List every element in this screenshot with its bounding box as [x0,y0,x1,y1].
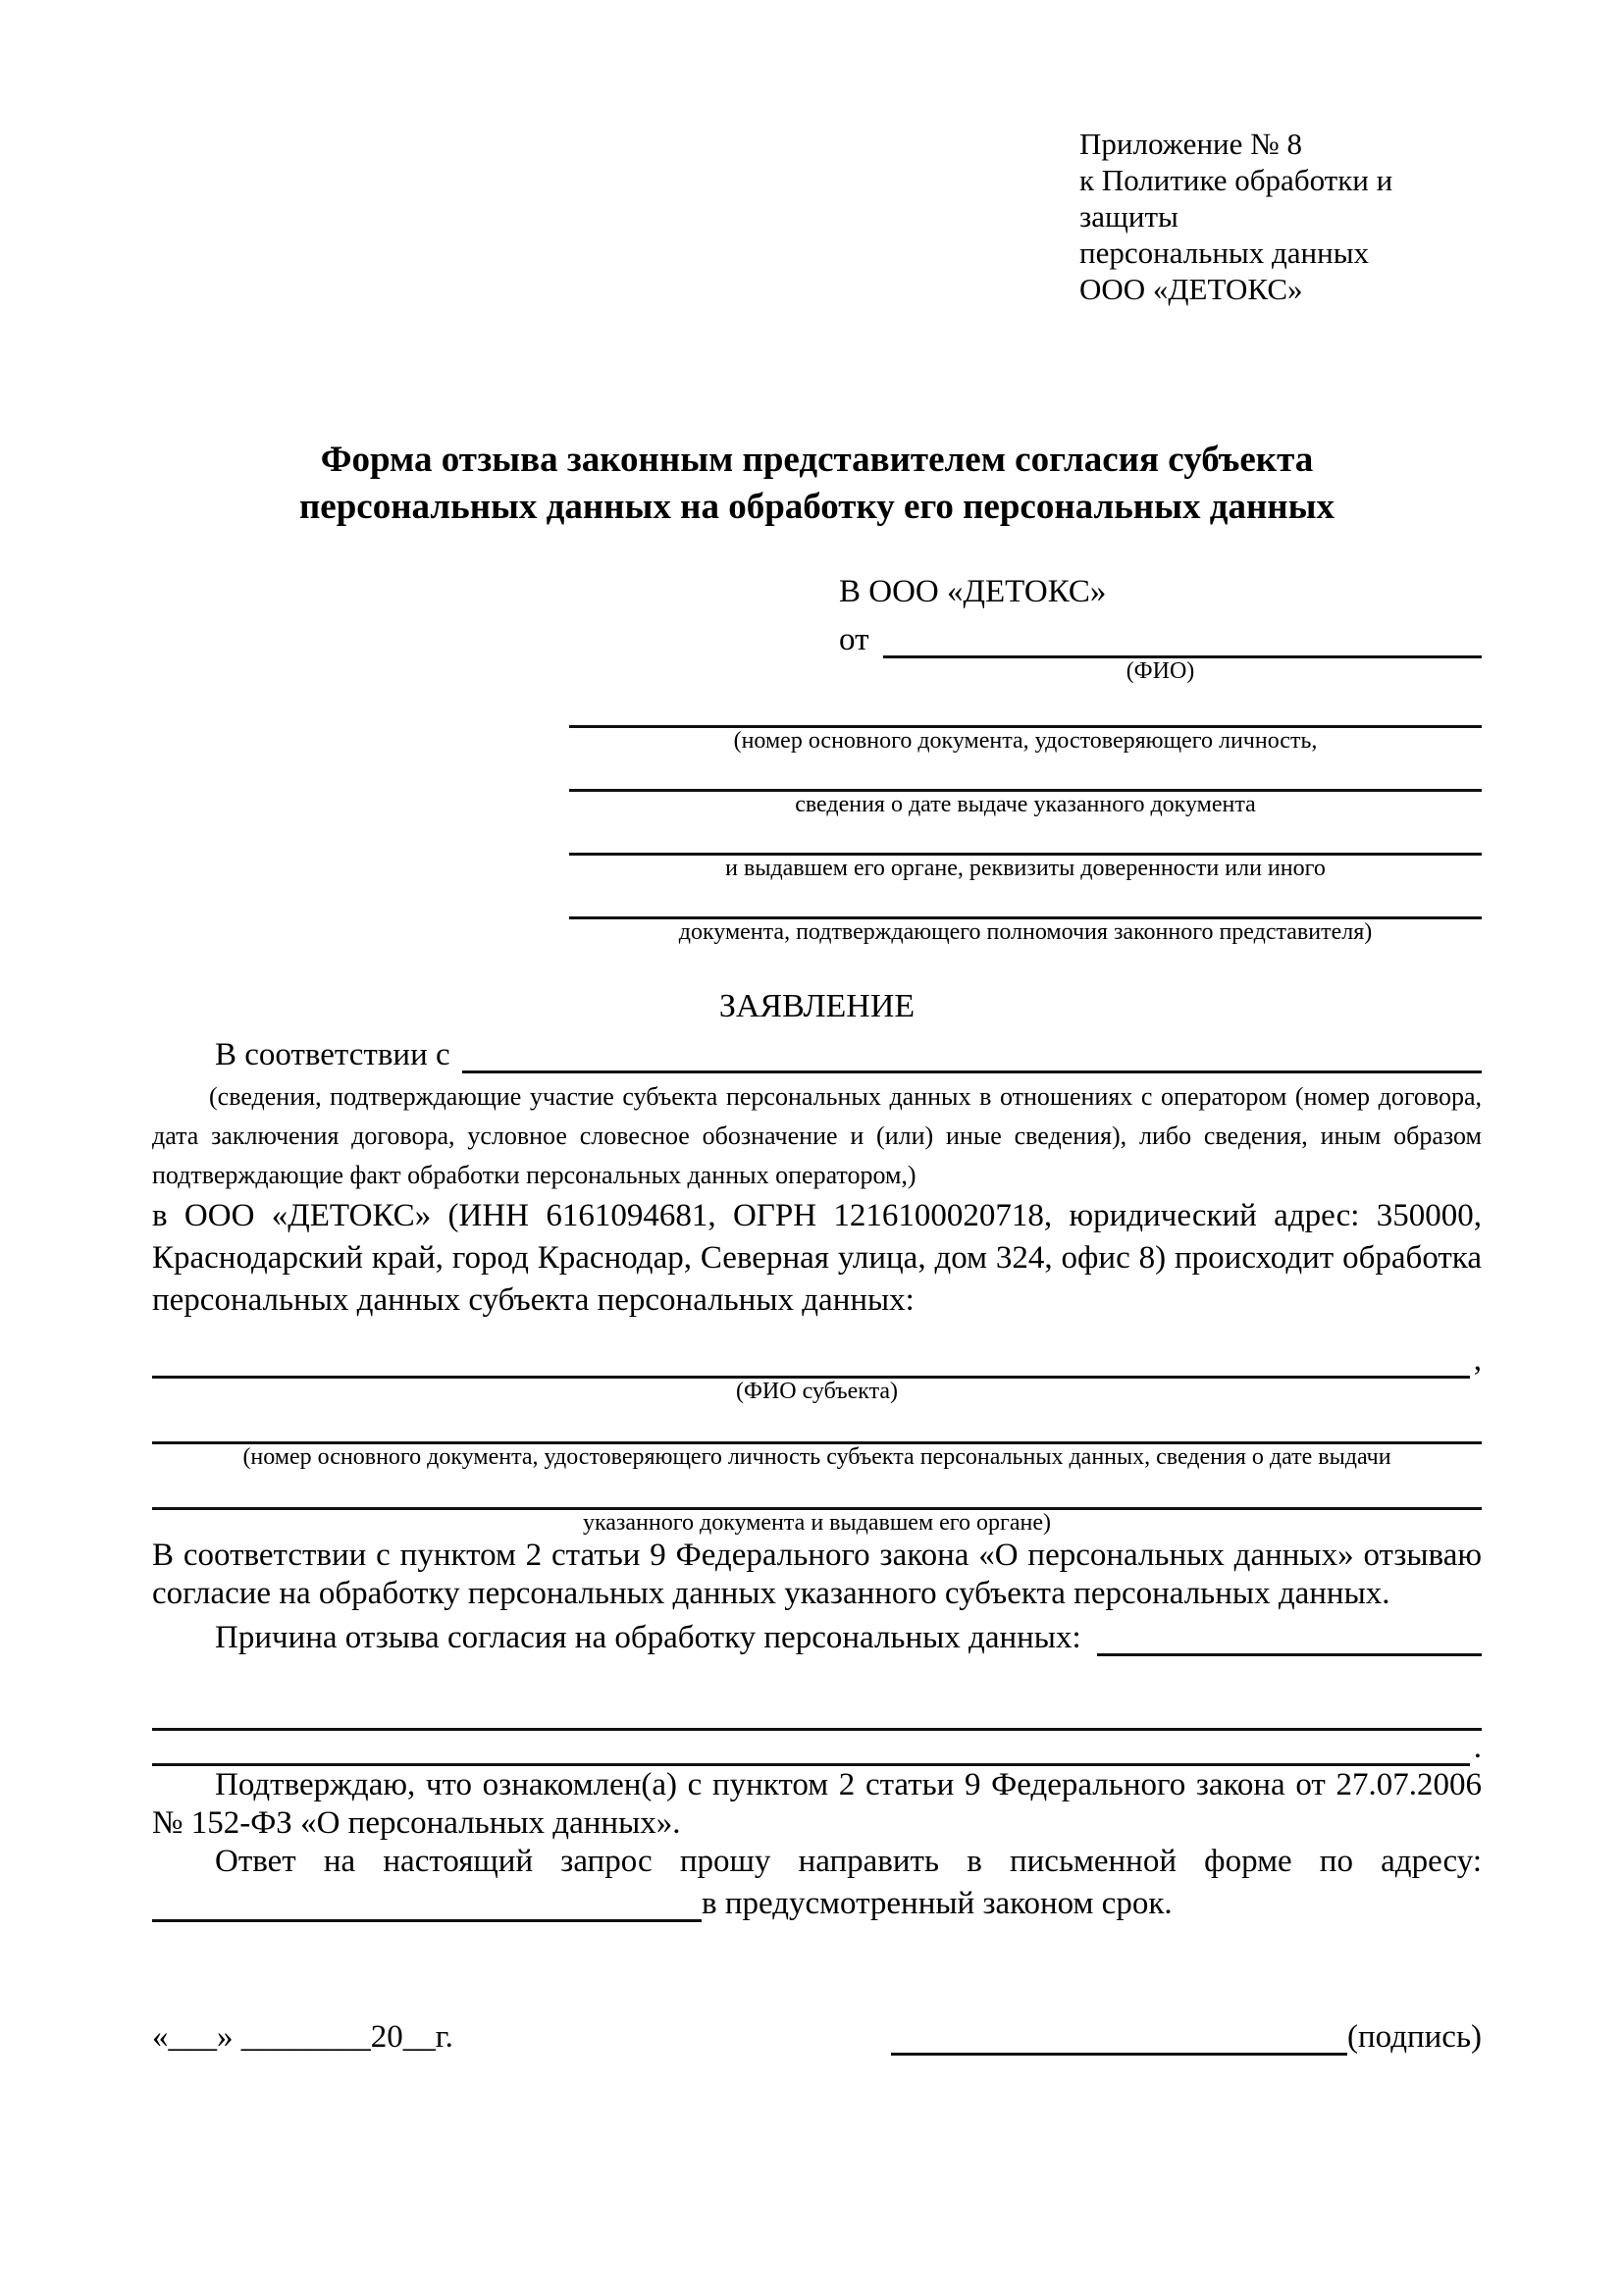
subject-fio-caption: (ФИО субъекта) [735,1379,899,1404]
doc-caption: и выдавшем его органе, реквизиты доверенности или иного [725,856,1326,881]
date-field: «___» ________20__г. [152,2019,453,2055]
signature-fill-line [891,2016,1347,2056]
intro-field-row [152,1026,1482,1073]
reply-address-row [152,1881,1482,1922]
operator-paragraph: в ООО «ДЕТОКС» (ИНН 6161094681, ОГРН 1216100020718, юридический адрес: 350000, Краснодарский край, город Краснодар, Северная улица, дом 324, офис 8) происходит обработка персональных данных субъекта персональных данных: [152,1198,1482,1318]
reply-paragraph: Ответ на настоящий запрос прошу направить в письменной форме по адресу: [215,1844,1482,1879]
intro-prefix: В соответствии с [215,1037,450,1072]
doc-fill-line [569,691,1482,728]
appendix-line: ООО «ДЕТОКС» [1079,272,1303,306]
withdrawal-paragraph: В соответствии с пунктом 2 статьи 9 Федерального закона «О персональных данных» отзываю согласие на обработку персональных данных указанного субъекта персональных данных. [152,1538,1482,1611]
doc-caption: документа, подтверждающего полномочия законного представителя) [678,919,1373,945]
document-title [152,437,1482,531]
subject-doc-fill-line [152,1471,1482,1510]
address-fill-line [152,1919,702,1922]
subject-line-comma: , [1473,1342,1482,1378]
doc-fill-line [569,818,1482,856]
from-label: от [839,622,869,657]
subject-doc-caption: (номер основного документа, удостоверяющего личность субъекта персональных данных, сведения о дате выдачи [242,1444,1391,1470]
doc-caption: сведения о дате выдаче указанного документа [795,792,1256,817]
subject-doc-fill-line [152,1405,1482,1444]
document-title-line: Форма отзыва законным представителем согласия субъекта [320,440,1314,480]
representative-doc-fields [569,691,1482,946]
appendix-note [1079,126,1482,307]
statement-heading: ЗАЯВЛЕНИЕ [718,988,916,1024]
doc-fill-line [569,755,1482,792]
document-title-line: персональных данных на обработку его персональных данных [298,487,1335,527]
fio-caption: (ФИО) [1126,658,1195,684]
intro-fill-line [462,1070,1482,1073]
reason-field-row [152,1613,1482,1656]
intro-footnote: (сведения, подтверждающие участие субъекта персональных данных в отношениях с оператором (номер договора, дата заключения договора, условное словесное обозначение и (или) иные сведения), либо сведения, иным образом подтверждающие факт обработки персональных данных оператором,) [152,1082,1482,1189]
confirmation-paragraph: Подтверждаю, что ознакомлен(а) с пунктом 2 статьи 9 Федерального закона от 27.07.2006 № 152-ФЗ «О персональных данных». [152,1767,1482,1841]
signature-footer [152,2016,1482,2056]
signature-group [891,2016,1482,2056]
subject-doc-caption: указанного документа и выдавшем его органе) [582,1510,1052,1536]
appendix-line: персональных данных [1079,235,1370,270]
line-end-period: . [1473,1730,1482,1765]
doc-caption: (номер основного документа, удостоверяющего личность, [733,728,1318,754]
subject-fio-row [152,1328,1482,1379]
addressee-block [839,570,1482,685]
appendix-line: Приложение № 8 [1079,127,1302,161]
doc-fill-line [569,882,1482,919]
reason-fill-line [1097,1653,1482,1656]
addressee-org: В ООО «ДЕТОКС» [839,574,1107,609]
signature-caption: (подпись) [1347,2019,1482,2055]
appendix-line: к Политике обработки и защиты [1079,163,1393,234]
reason-label: Причина отзыва согласия на обработку персональных данных: [215,1620,1081,1655]
reason-fill-line-2 [152,1697,1482,1731]
from-field-row [839,613,1482,658]
reason-fill-line-3 [152,1731,1482,1766]
reply-tail: в предусмотренный законом срок. [702,1886,1173,1921]
